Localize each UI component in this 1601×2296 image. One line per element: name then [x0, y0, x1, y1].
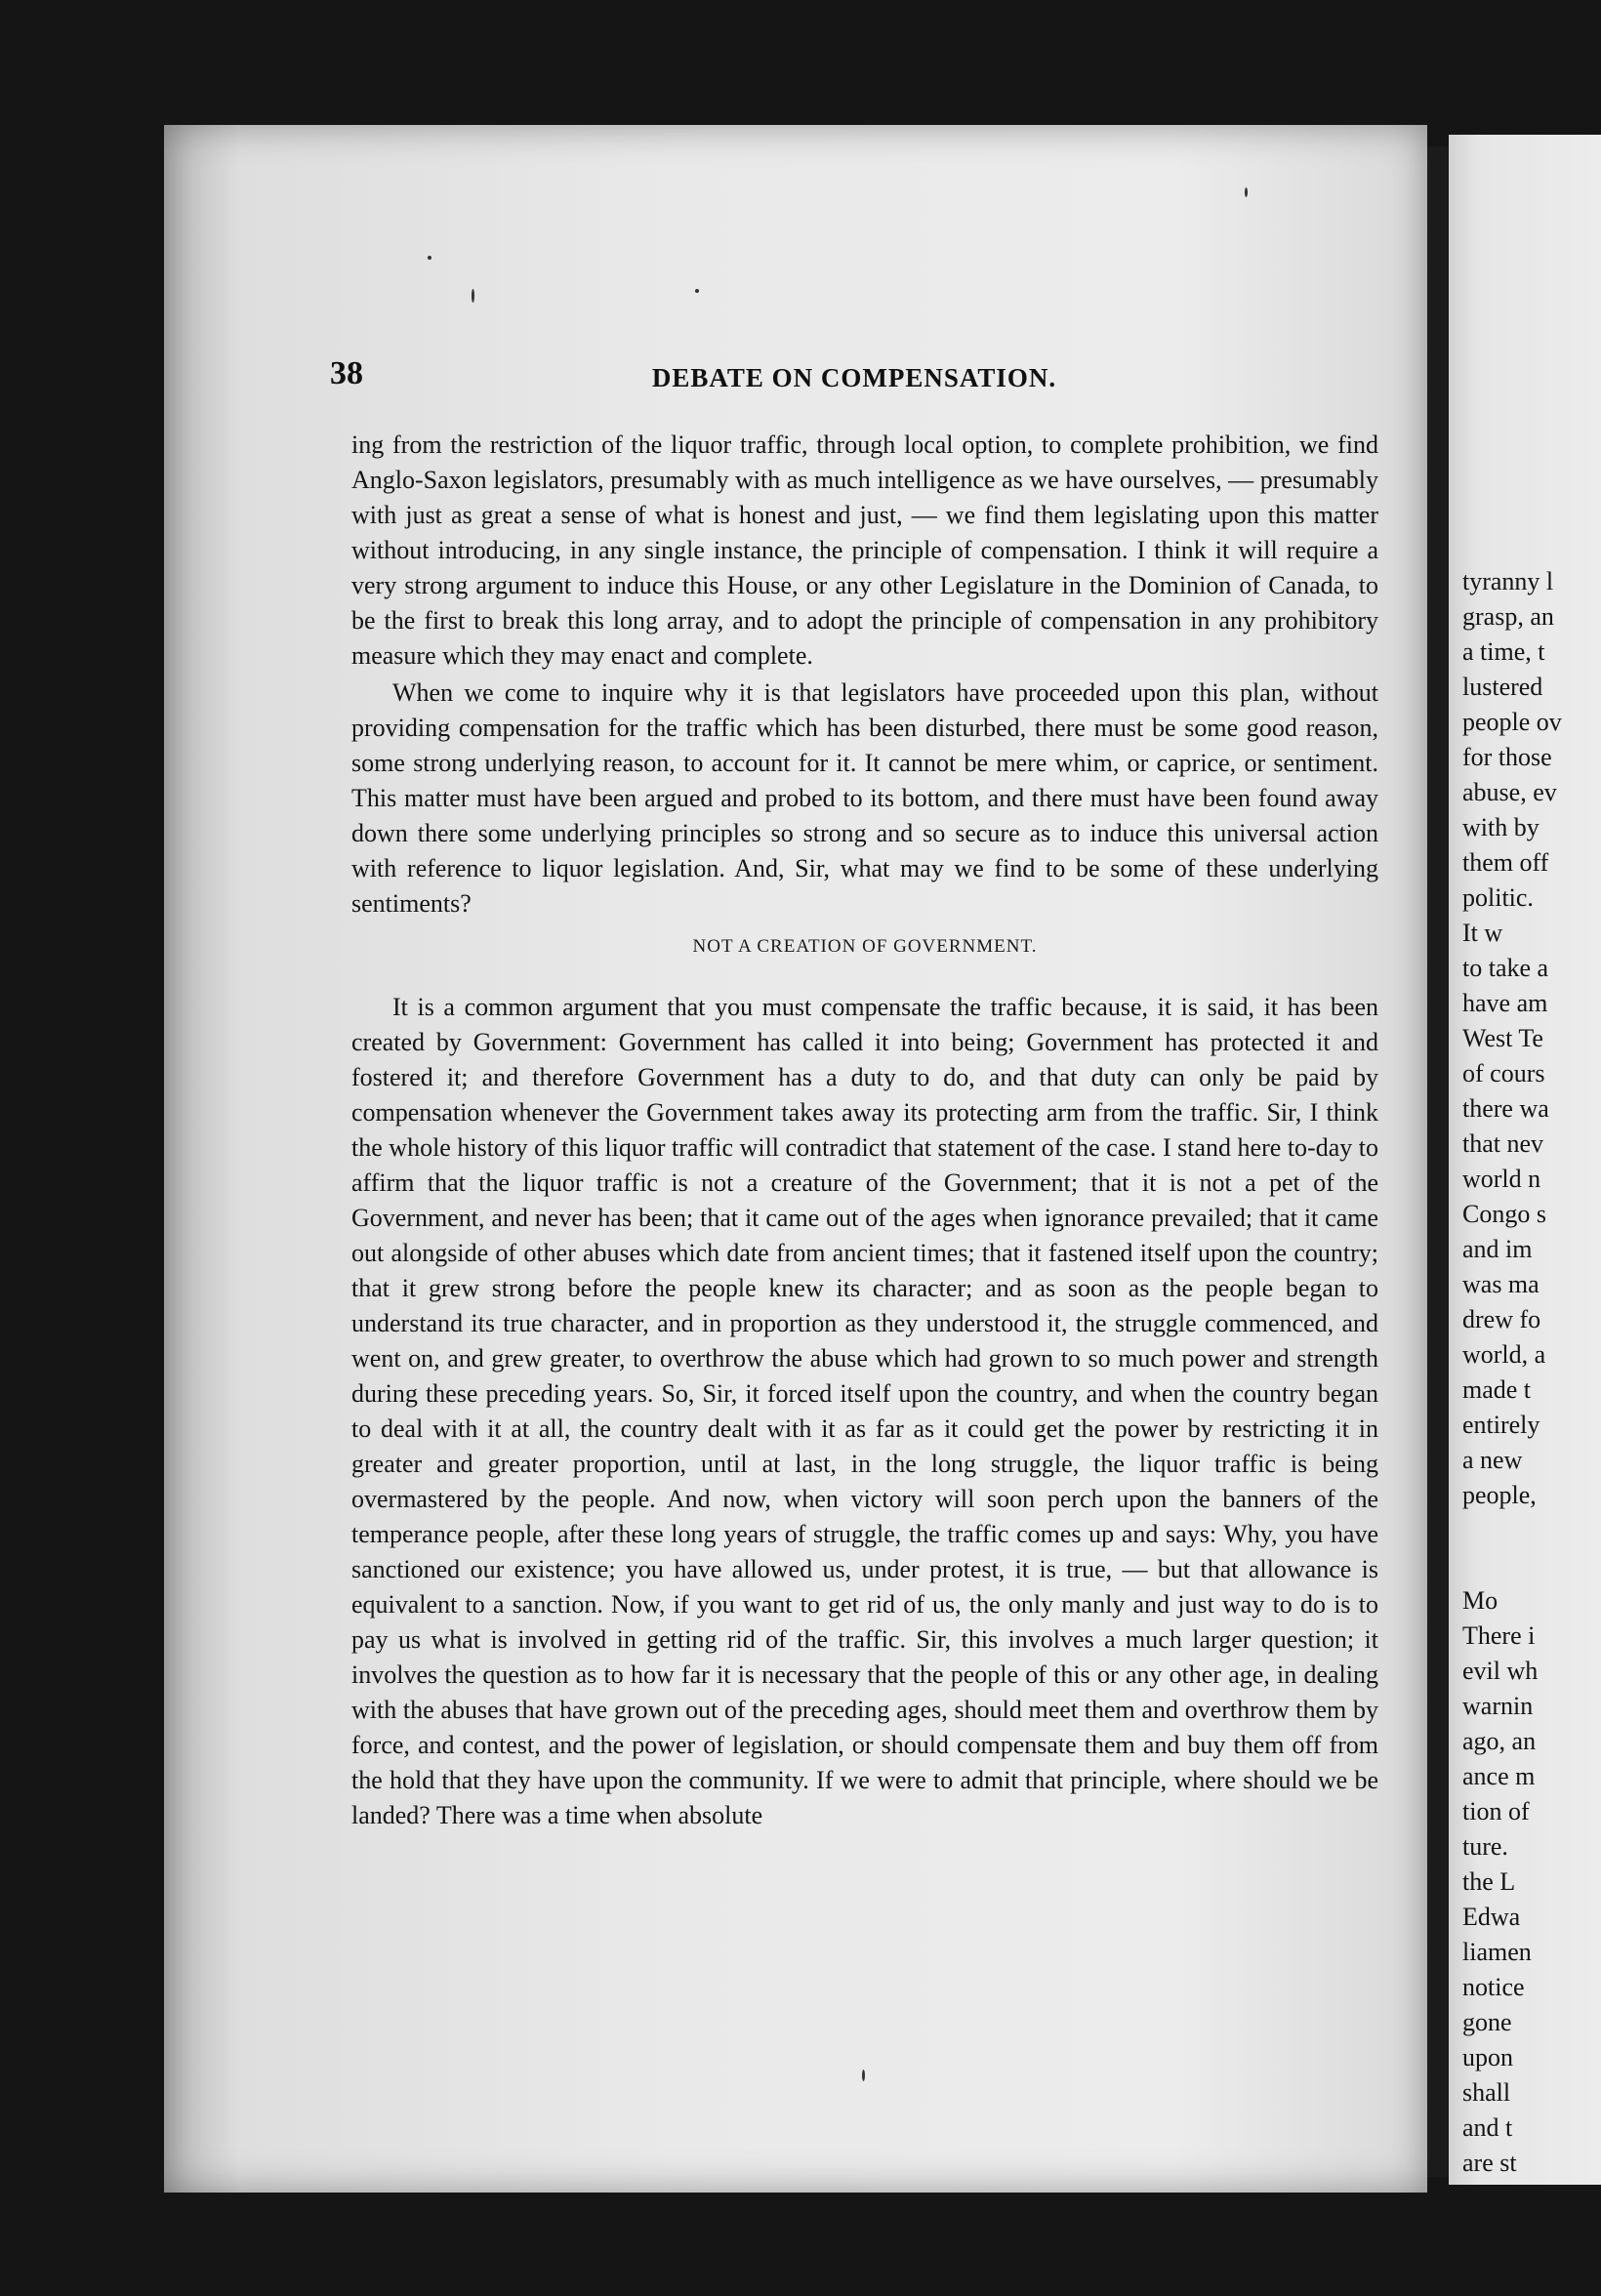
paragraph: It is a common argument that you must compensate the traffic because, it is said, it has been created by Government: Government has called it into being; Government has protected it and fostered it; and therefore Government has a duty to do, and that duty can only be paid by compensation whenever the Government takes away its protecting arm from the traffic. Sir, I think the whole history of this liquor traffic will contradict that statement of the case. I stand here to-day to affirm that the liquor traffic is not a creature of the Government; that it is not a pet of the Government, and never has been; that it came out of the ages when ignorance prevailed; that it came out alongside of other abuses which date from ancient times; that it fastened itself upon the country; that it grew strong before the people knew its character; and as soon as the people began to understand its true character, and in proportion as they understood it, the struggle commenced, and went on, and grew greater, to overthrow the abuse which had grown to so much power and strength during these preceding years. So, Sir, it forced itself upon the country, and when the country began to deal with it at all, the country dealt with it as far as it could get the power by restricting it in greater and greater proportion, until at last, in the long struggle, the liquor traffic is being overmastered by the people. And now, when victory will soon perch upon the banners of the temperance people, after these long years of struggle, the traffic comes up and says: Why, you have sanctioned our existence; you have allowed us, under protest, it is true, — but that allowance is equivalent to a sanction. Now, if you want to get rid of us, the only manly and just way to do is to pay us what is involved in getting rid of the traffic. Sir, this involves a much larger question; it involves the question as to how far it is necessary that the people of this or any other age, in dealing with the abuses that have grown out of the preceding ages, should meet them and overthrow them by force, and contest, and the power of legislation, or should compensate them and buy them off from the hold that they have upon the community. If we were to admit that principle, where should we be landed? There was a time when absolute [351, 993, 1378, 1829]
right-page-line: ago, an [1462, 1727, 1537, 1755]
right-page-line: tyranny l [1462, 567, 1554, 595]
right-page-line: people ov [1462, 708, 1562, 736]
right-page-line: notice [1462, 1973, 1525, 2001]
right-page-text [1462, 564, 1601, 2181]
right-page-line [1462, 1513, 1601, 1548]
right-page-line: that nev [1462, 1129, 1544, 1158]
right-page [1449, 135, 1601, 2185]
book-gutter [1427, 146, 1449, 2177]
right-page-line: tion of [1462, 1797, 1530, 1825]
section-heading: NOT A CREATION OF GOVERNMENT. [692, 936, 1038, 957]
right-page-line: drew fo [1462, 1305, 1541, 1333]
right-page-line: grasp, an [1462, 602, 1554, 631]
page-number: 38 [330, 355, 363, 391]
right-page-line: there wa [1462, 1094, 1549, 1123]
right-page-line: ance m [1462, 1762, 1536, 1790]
right-page-line: shall [1462, 2078, 1511, 2107]
right-page-line: gone [1462, 2008, 1512, 2036]
right-page-line: a new [1462, 1446, 1523, 1474]
right-page-line: with by [1462, 813, 1539, 841]
right-page-line: made t [1462, 1375, 1532, 1404]
right-page-line: are st [1462, 2149, 1517, 2177]
right-page-line: and im [1462, 1235, 1533, 1263]
right-page-line: Mo [1462, 1586, 1498, 1615]
right-page-line: politic. [1462, 883, 1534, 912]
right-page-line: for those [1462, 743, 1552, 771]
ink-speck [428, 256, 431, 260]
right-page-line: and t [1462, 2113, 1513, 2142]
right-page-line: world, a [1462, 1340, 1546, 1369]
right-page-line: the L [1462, 1867, 1516, 1896]
right-page-line: Edwa [1462, 1903, 1521, 1931]
paragraph: ing from the restriction of the liquor traffic, through local option, to complete prohibition, we find Anglo-Saxon legislators, presumably with as much intelligence as we have ourselves, — presumably with just as great a sense of what is honest and just, — we find them legislating upon this matter without introducing, in any single instance, the principle of compensation. I think it will require a very strong argument to induce this House, or any other Legislature in the Dominion of Canada, to be the first to break this long array, and to adopt the principle of compensation in any prohibitory measure which they may enact and complete. [351, 430, 1378, 670]
right-page-line: lustered [1462, 673, 1543, 701]
right-page-line [1462, 1548, 1601, 1583]
right-page-line: warnin [1462, 1692, 1534, 1720]
ink-speck [1245, 187, 1248, 197]
right-page-line: abuse, ev [1462, 778, 1557, 806]
page-header [330, 355, 1378, 404]
ink-speck [472, 289, 474, 303]
right-page-line: upon [1462, 2043, 1513, 2071]
right-page-line: Congo s [1462, 1200, 1546, 1228]
right-page-line: ture. [1462, 1832, 1508, 1861]
right-page-line: It w [1462, 919, 1503, 947]
right-page-line: of cours [1462, 1059, 1545, 1087]
right-page-line: was ma [1462, 1270, 1539, 1298]
right-page-line: have am [1462, 989, 1548, 1017]
right-page-line: to take a [1462, 954, 1549, 982]
main-text [351, 428, 1378, 1833]
ink-speck [695, 289, 699, 293]
running-head: DEBATE ON COMPENSATION. [651, 363, 1057, 392]
right-page-line: them off [1462, 848, 1549, 877]
right-page-line: entirely [1462, 1411, 1540, 1439]
right-page-line: West Te [1462, 1024, 1543, 1052]
right-page-line: liamen [1462, 1938, 1532, 1966]
right-page-line: evil wh [1462, 1657, 1539, 1685]
paragraph: When we come to inquire why it is that legislators have proceeded upon this plan, without providing compensation for the traffic which has been disturbed, there must be some good reason, some strong underlying reason, to account for it. It cannot be mere whim, or caprice, or sentiment. This matter must have been argued and probed to its bottom, and there must have been found away down there some underlying principles so strong and so secure as to induce this universal action with reference to liquor legislation. And, Sir, what may we find to be some of these underlying sentiments? [351, 678, 1378, 918]
right-page-line: a time, t [1462, 637, 1545, 666]
ink-speck [862, 2070, 865, 2081]
right-page-line: people, [1462, 1481, 1537, 1509]
right-page-line: There i [1462, 1621, 1536, 1650]
right-page-line: world n [1462, 1165, 1541, 1193]
